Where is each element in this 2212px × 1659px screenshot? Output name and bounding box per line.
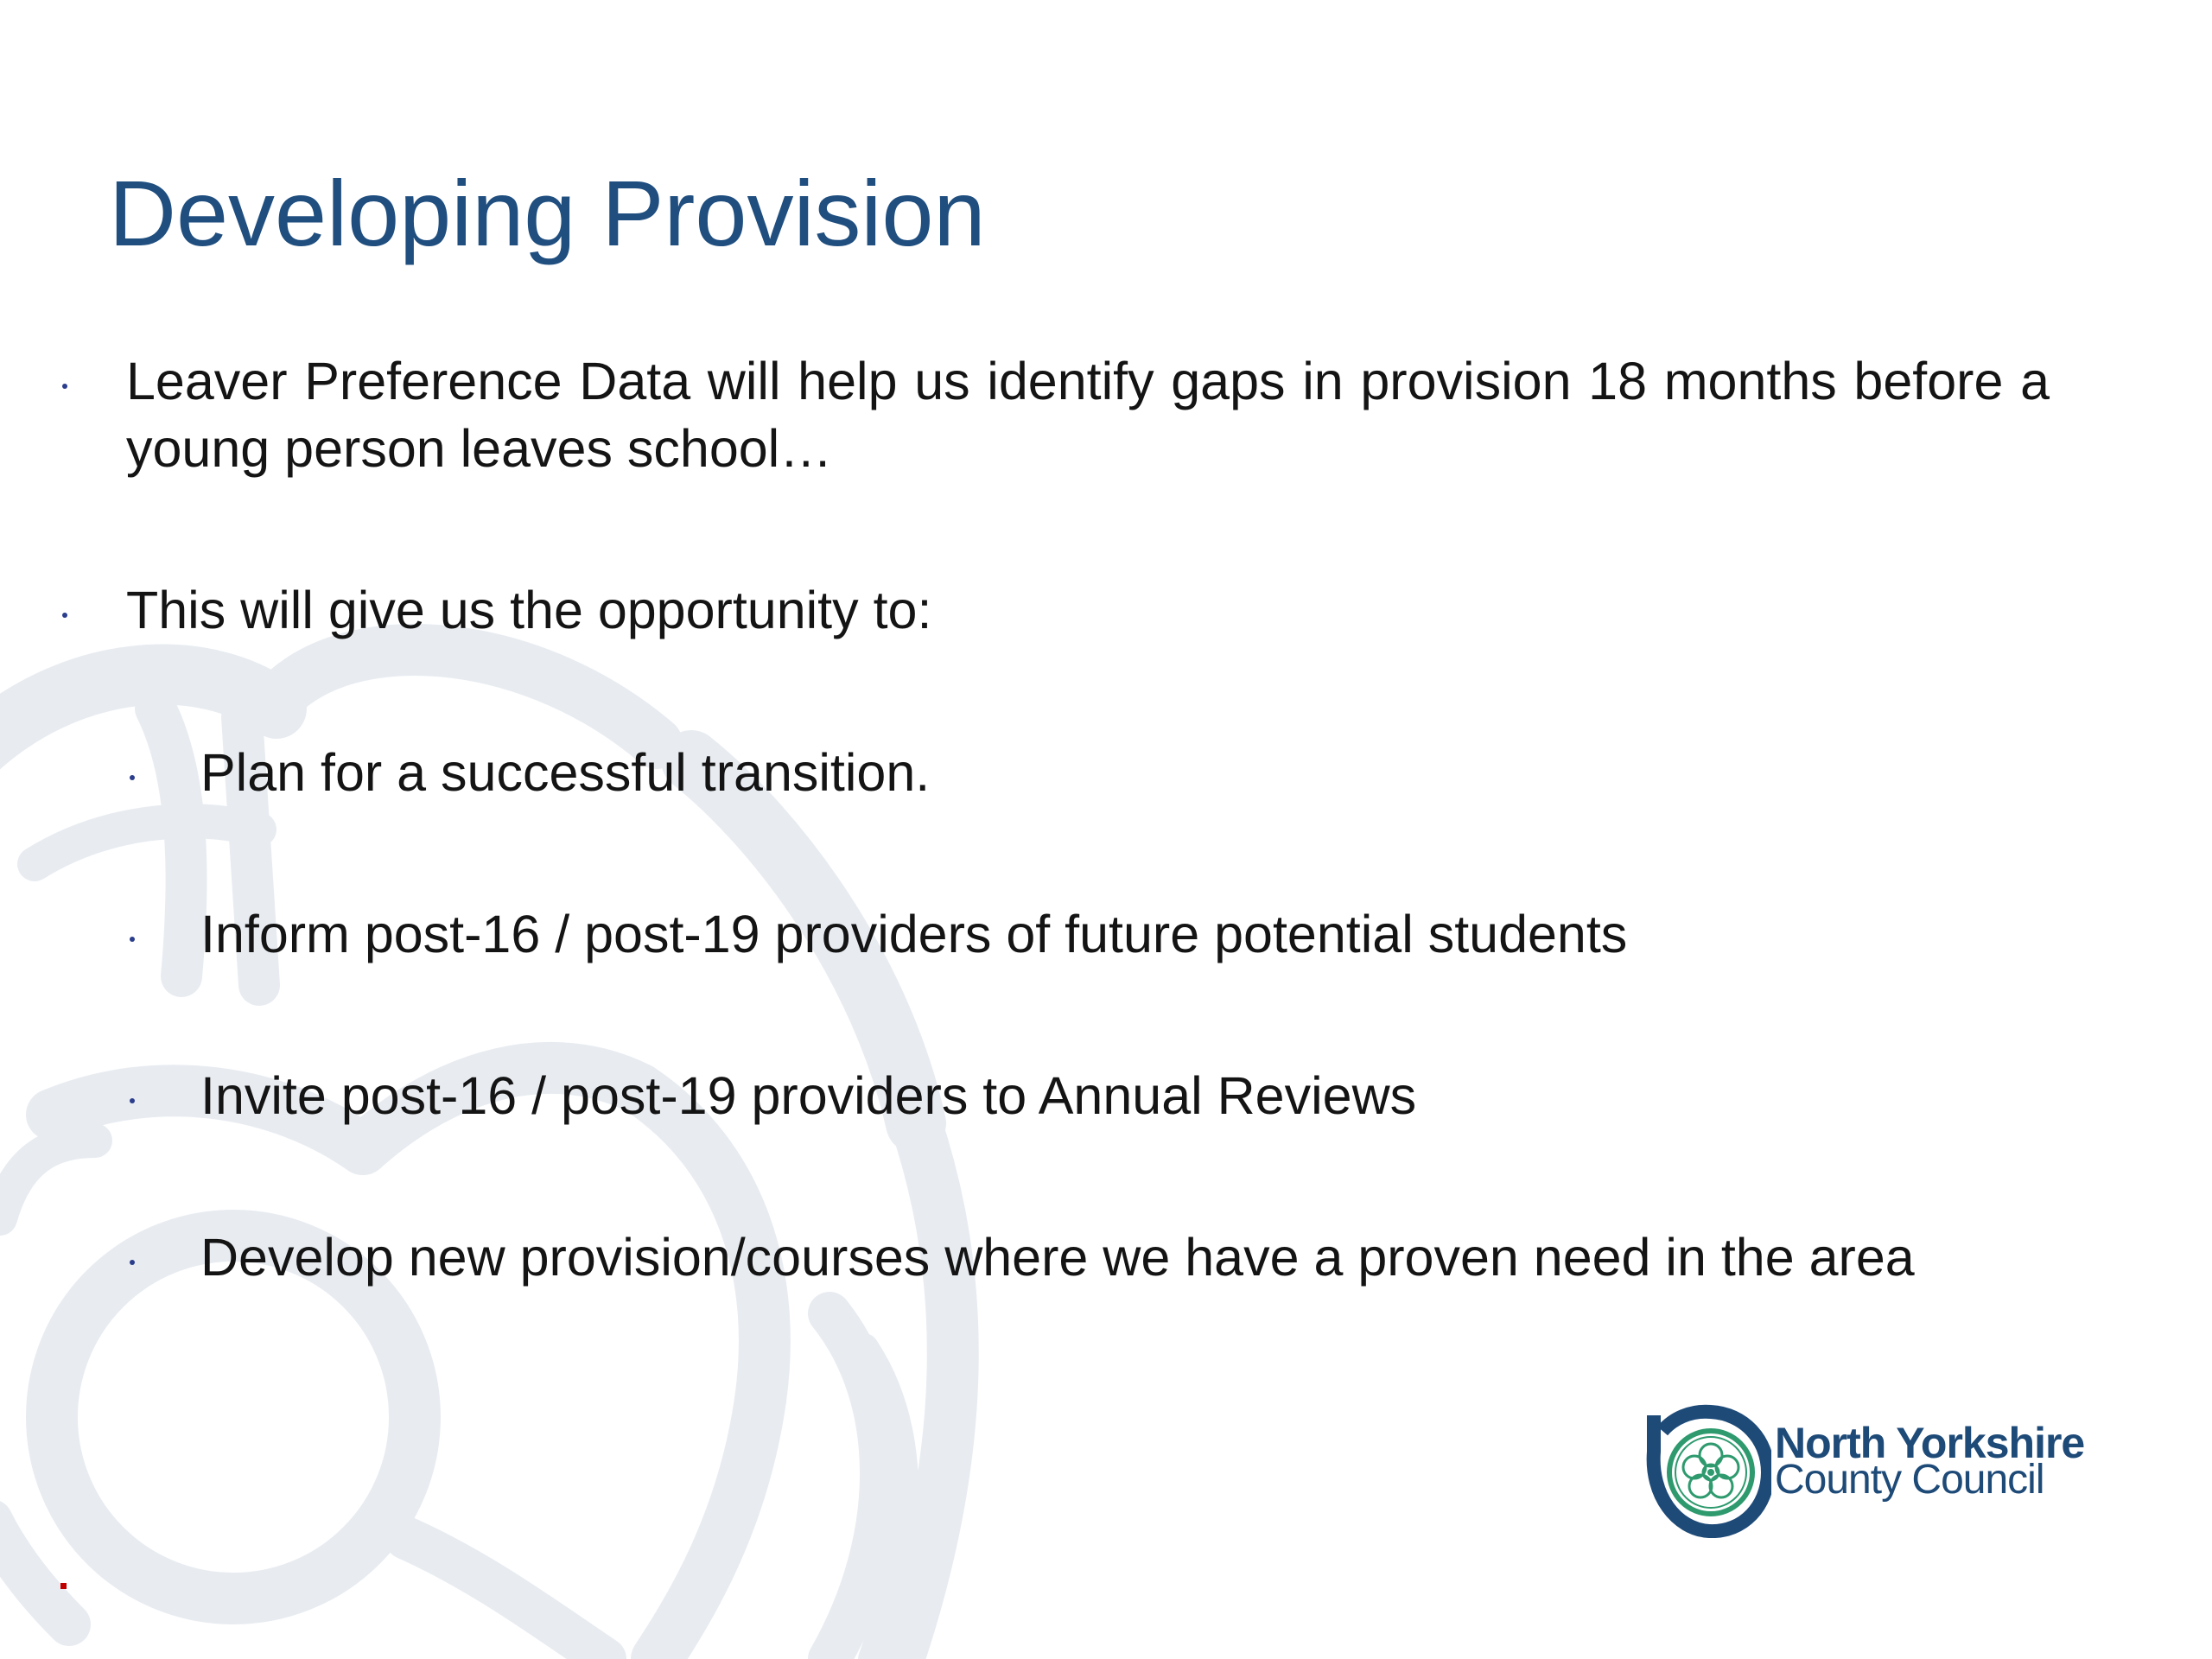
council-logo xyxy=(1642,1400,2126,1547)
list-item xyxy=(126,347,2050,482)
list-item-text: Plan for a successful transition. xyxy=(200,743,931,802)
list-item xyxy=(126,576,2050,644)
rose-emblem-icon xyxy=(1642,1400,1771,1538)
list-item-text: Invite post-16 / post-19 providers to Annual Reviews xyxy=(200,1066,1417,1125)
list-item-text: Leaver Preference Data will help us identify gaps in provision 18 months before a young person leaves school… xyxy=(126,352,2050,478)
bullet-icon xyxy=(62,384,67,389)
list-item-text: Develop new provision/courses where we have a proven need in the area xyxy=(200,1228,1915,1287)
logo-text-line1: North Yorkshire xyxy=(1775,1419,2085,1467)
list-item-text: Inform post-16 / post-19 providers of future potential students xyxy=(200,905,1628,963)
bullet-icon xyxy=(130,1098,135,1103)
bullet-icon xyxy=(130,1260,135,1265)
list-item-text: This will give us the opportunity to: xyxy=(126,581,932,639)
list-item xyxy=(200,1224,2050,1291)
list-item xyxy=(200,1062,2050,1129)
slide-title: Developing Provision xyxy=(109,161,986,265)
bullet-icon xyxy=(130,937,135,942)
placeholder-marker xyxy=(60,1583,67,1589)
list-item xyxy=(200,739,2050,806)
logo-text-line2: County Council xyxy=(1775,1457,2044,1503)
list-item xyxy=(200,900,2050,968)
bullet-icon xyxy=(62,613,67,618)
bullet-icon xyxy=(130,775,135,780)
